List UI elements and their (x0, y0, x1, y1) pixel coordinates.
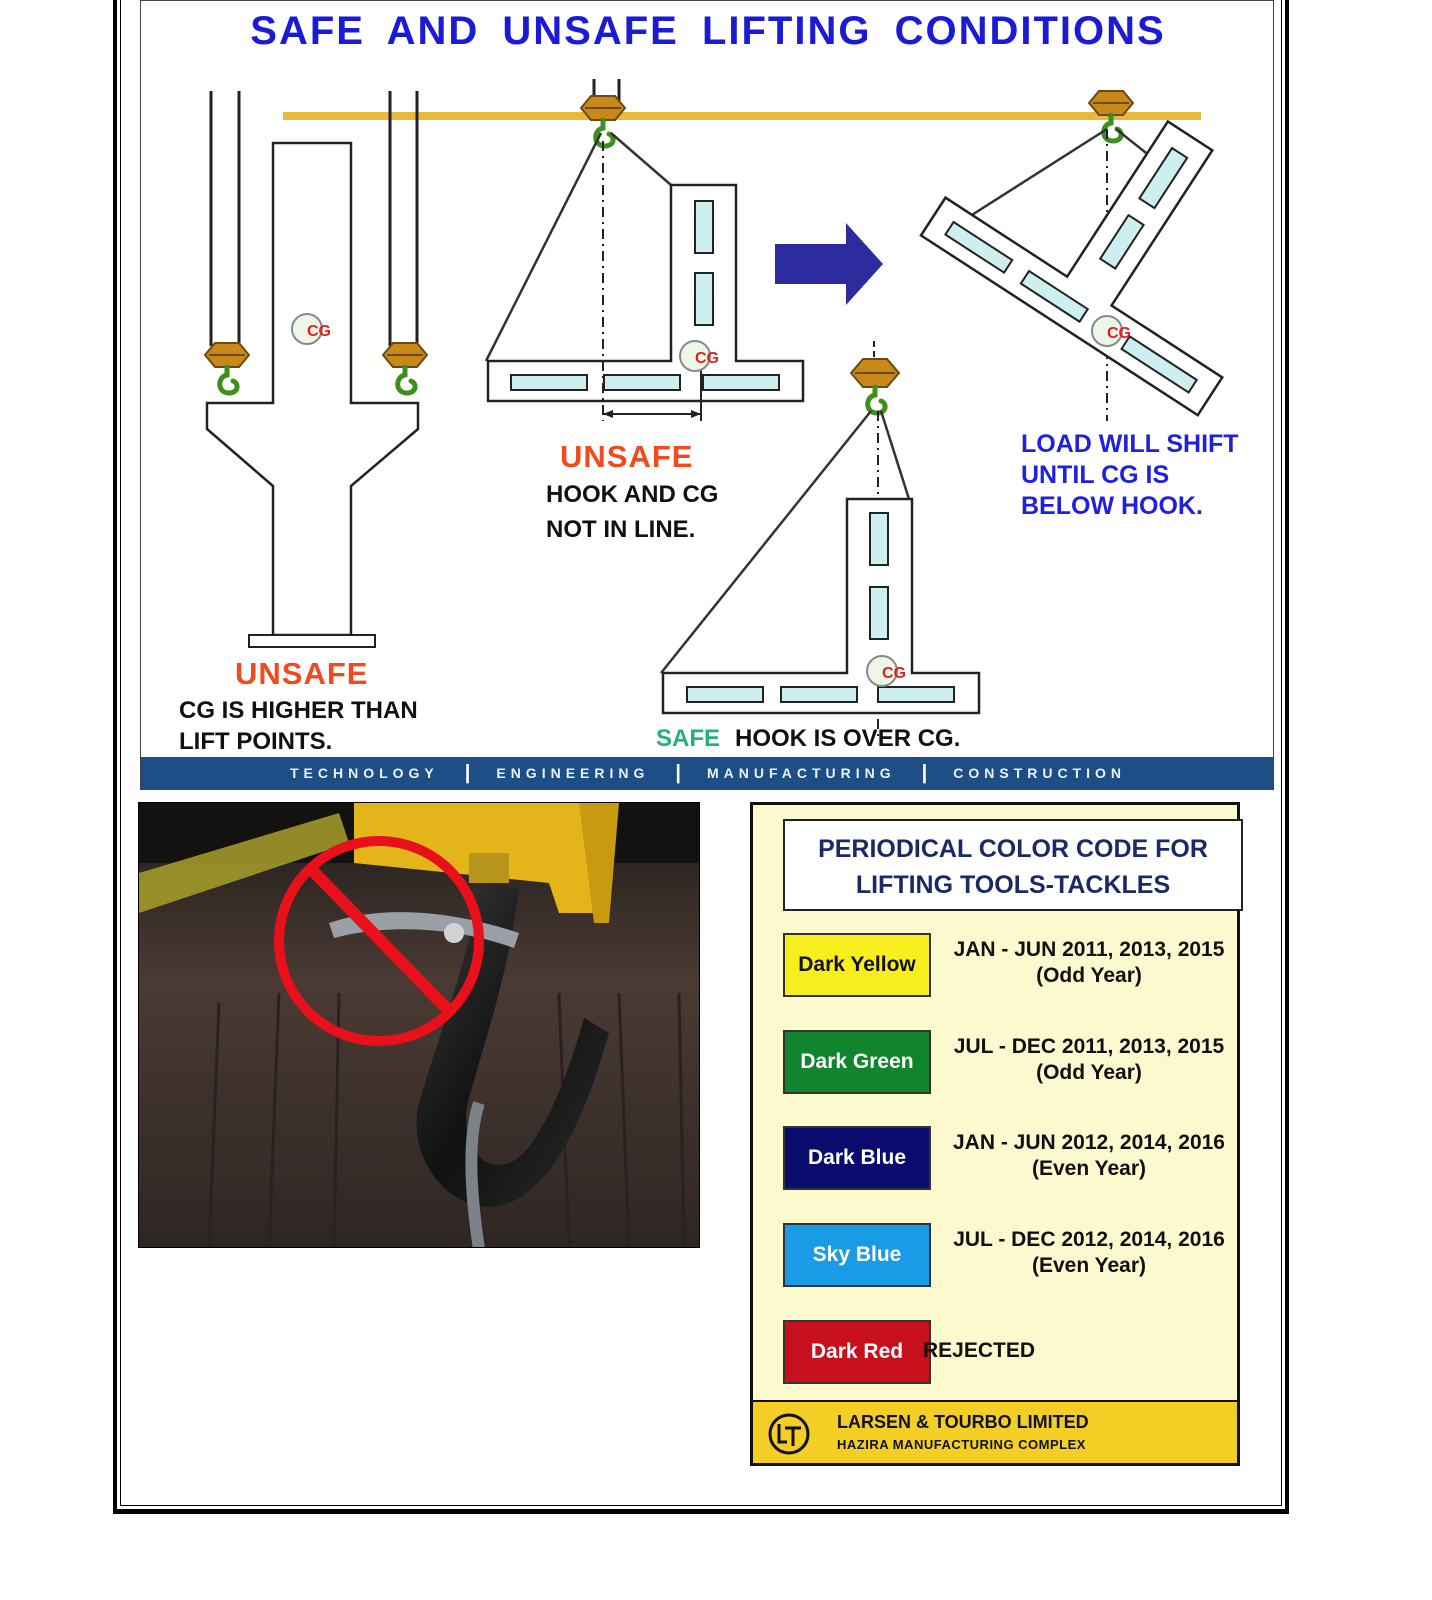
swatch-dark-yellow: Dark Yellow (783, 933, 931, 997)
color-code-title-line2: LIFTING TOOLS-TACKLES (855, 871, 1171, 899)
panel3-status: SAFE (656, 725, 721, 752)
panel3-note: HOOK IS OVER CG. (735, 725, 961, 752)
panel4-note-line2: UNTIL CG IS (1021, 461, 1170, 489)
period-line: REJECTED (923, 1339, 1036, 1362)
panel2-drawing (486, 79, 803, 421)
company-name: LARSEN & TOURBO LIMITED (837, 1412, 1089, 1432)
color-code-chart (736, 802, 1258, 1470)
period-dark-red (923, 1338, 1223, 1364)
color-code-title (783, 819, 1243, 911)
swatch-dark-green: Dark Green (783, 1030, 931, 1094)
panel2-note-line2: NOT IN LINE. (546, 516, 696, 543)
hook-block-right (383, 343, 427, 393)
svg-text:CG: CG (882, 665, 906, 682)
slide-title: SAFE AND UNSAFE LIFTING CONDITIONS (250, 9, 1166, 53)
period-year: (Even Year) (1031, 1254, 1146, 1277)
footer-item-manufacturing: MANUFACTURING (706, 765, 896, 781)
period-year: (Even Year) (1031, 1157, 1146, 1180)
hook-block-left (205, 343, 249, 393)
panel1-note-line1: CG IS HIGHER THAN (179, 697, 418, 724)
footer-item-technology: TECHNOLOGY (289, 765, 439, 781)
period-line: JUL - DEC 2011, 2013, 2015 (953, 1035, 1225, 1058)
shift-arrow-icon (775, 223, 883, 305)
period-year: (Odd Year) (1036, 964, 1142, 987)
period-dark-blue (939, 1130, 1239, 1182)
svg-text:CG: CG (695, 350, 719, 367)
color-code-panel (750, 802, 1240, 1466)
swatch-dark-blue: Dark Blue (783, 1126, 931, 1190)
panel4-note-line1: LOAD WILL SHIFT (1021, 430, 1239, 458)
period-sky-blue (939, 1227, 1239, 1279)
footer-item-engineering: ENGINEERING (496, 765, 650, 781)
period-year: (Odd Year) (1036, 1061, 1142, 1084)
slide-footer-bar (141, 757, 1274, 789)
panel1-status: UNSAFE (235, 656, 369, 691)
footer-separator: | (464, 761, 471, 784)
company-footer (750, 1400, 1240, 1466)
period-line: JAN - JUN 2012, 2014, 2016 (952, 1131, 1225, 1154)
period-dark-yellow (939, 937, 1239, 989)
panel1-note-line2: LIFT POINTS. (179, 728, 333, 755)
svg-text:CG: CG (307, 323, 331, 340)
period-line: JUL - DEC 2012, 2014, 2016 (953, 1228, 1225, 1251)
panel4-note-line3: BELOW HOOK. (1021, 492, 1203, 520)
swatch-dark-red: Dark Red (783, 1320, 931, 1384)
swatch-sky-blue: Sky Blue (783, 1223, 931, 1287)
period-dark-green (939, 1034, 1239, 1086)
svg-text:CG: CG (1107, 325, 1131, 342)
hook-photo (138, 802, 700, 1248)
panel2-note-line1: HOOK AND CG (546, 481, 719, 508)
larsen-toubro-logo-icon (767, 1412, 811, 1456)
footer-item-construction: CONSTRUCTION (953, 765, 1127, 781)
hook-photo-illustration (139, 803, 700, 1248)
panel4-drawing (921, 43, 1274, 421)
footer-separator: | (675, 761, 681, 784)
panel1-drawing (205, 91, 427, 647)
lifting-conditions-slide (140, 0, 1274, 790)
period-line: JAN - JUN 2011, 2013, 2015 (953, 938, 1225, 961)
color-code-title-line1: PERIODICAL COLOR CODE FOR (818, 835, 1208, 863)
complex-name: HAZIRA MANUFACTURING COMPLEX (837, 1437, 1086, 1452)
panel2-status: UNSAFE (560, 439, 694, 474)
footer-separator: | (921, 761, 928, 784)
